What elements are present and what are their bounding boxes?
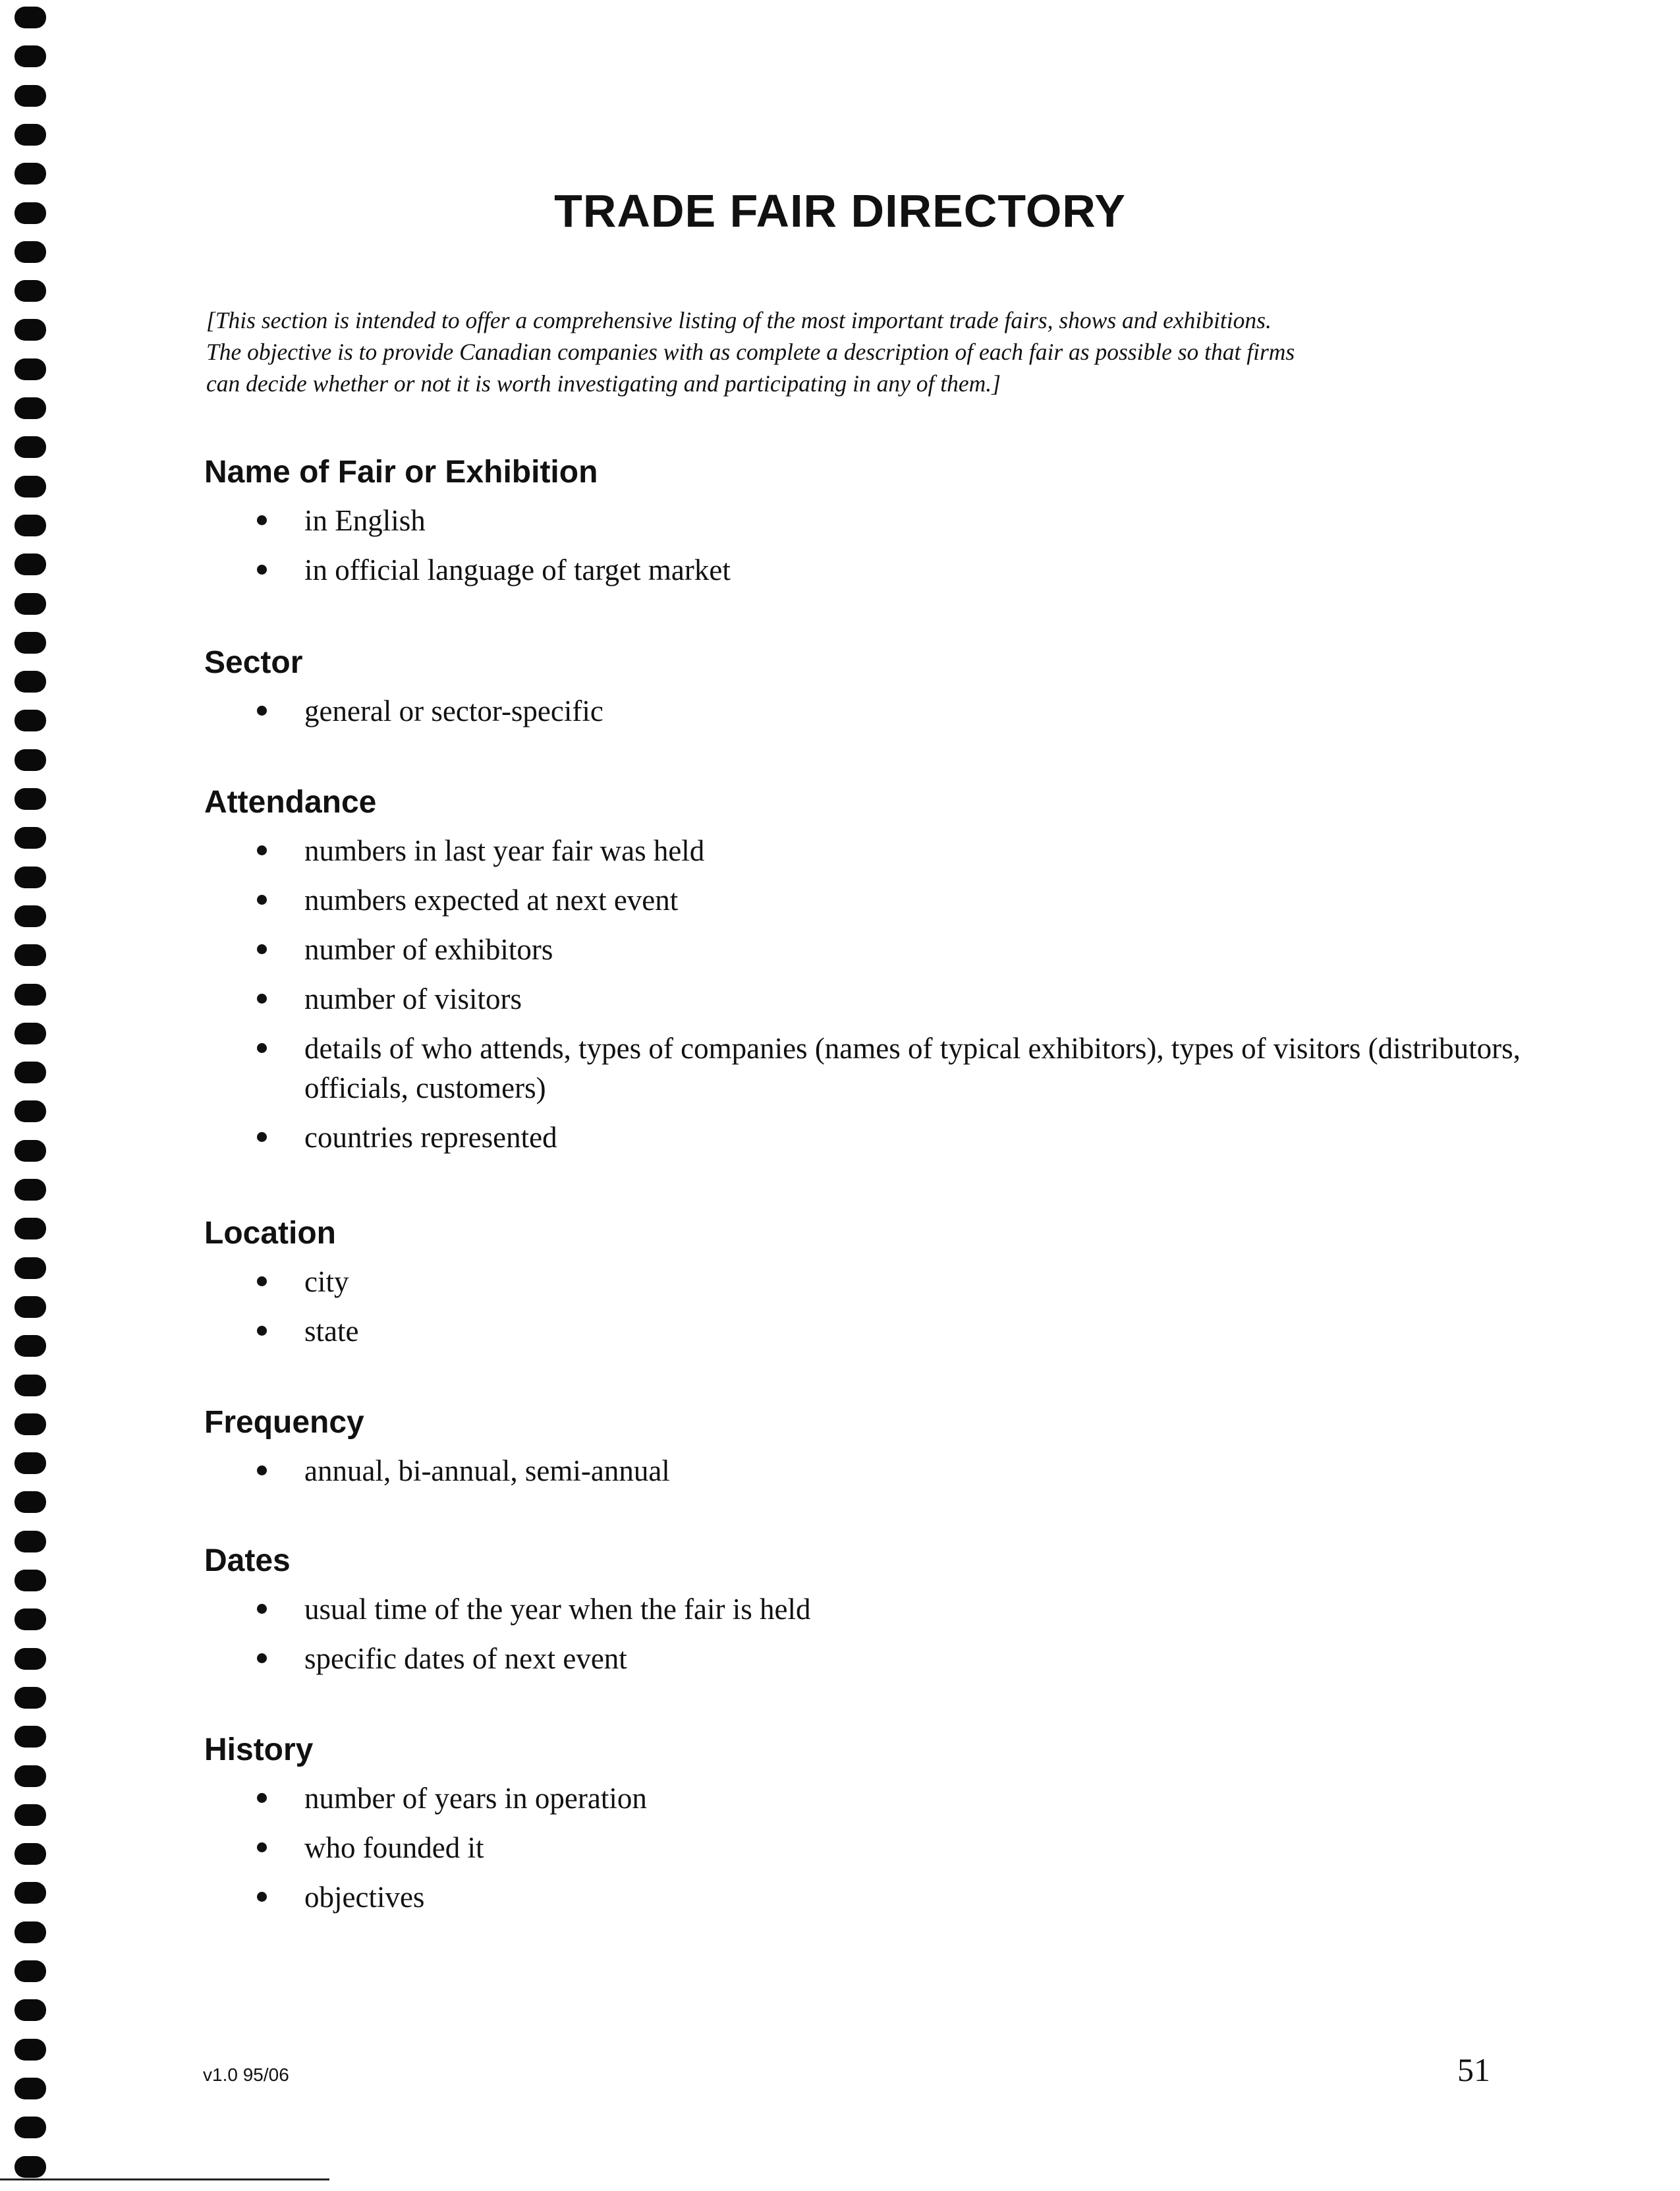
bullet-icon xyxy=(257,565,267,575)
bullet-icon xyxy=(257,994,267,1004)
list-item xyxy=(204,1311,358,1351)
bullet-icon xyxy=(257,1132,267,1142)
section-heading: Location xyxy=(204,1216,336,1251)
binding-holes xyxy=(14,0,47,2191)
section-heading: History xyxy=(204,1732,314,1767)
bullet-list xyxy=(204,501,731,590)
section-heading: Sector xyxy=(204,645,303,680)
binding-hole xyxy=(14,1726,46,1748)
bullet-icon xyxy=(257,706,267,716)
list-item xyxy=(204,1589,811,1629)
list-item xyxy=(204,1778,647,1818)
intro-line: [This section is intended to offer a comprehensive listing of the most important trade fairs, shows and exhibitions. xyxy=(206,307,1272,333)
list-item xyxy=(204,1828,647,1867)
binding-hole xyxy=(14,1413,46,1435)
bullet-list xyxy=(204,1262,358,1351)
binding-hole xyxy=(14,827,46,849)
bullet-icon xyxy=(257,1892,267,1902)
binding-hole xyxy=(14,1062,46,1083)
bullet-list xyxy=(204,831,1596,1157)
list-item-text: numbers expected at next event xyxy=(304,884,679,917)
binding-hole xyxy=(14,476,46,498)
binding-hole xyxy=(14,319,46,341)
page-title: TRADE FAIR DIRECTORY xyxy=(554,185,1126,237)
binding-hole xyxy=(14,1296,46,1318)
bullet-icon xyxy=(257,1043,267,1053)
intro-line: can decide whether or not it is worth investigating and participating in any of them.] xyxy=(206,370,1001,397)
binding-hole xyxy=(14,1375,46,1396)
binding-hole xyxy=(14,1452,46,1474)
binding-hole xyxy=(14,124,46,146)
binding-hole xyxy=(14,7,46,28)
bullet-icon xyxy=(257,515,267,525)
list-item xyxy=(204,1118,1596,1157)
binding-hole xyxy=(14,1570,46,1591)
binding-hole xyxy=(14,45,46,67)
binding-hole xyxy=(14,163,46,185)
binding-hole xyxy=(14,241,46,263)
intro-paragraph xyxy=(206,304,1517,399)
bullet-list xyxy=(204,1589,811,1678)
list-item-text: number of exhibitors xyxy=(304,933,553,966)
binding-hole xyxy=(14,515,46,536)
bullet-icon xyxy=(257,845,267,855)
list-item xyxy=(204,1262,358,1301)
binding-hole xyxy=(14,1100,46,1122)
list-item xyxy=(204,880,1596,920)
bullet-icon xyxy=(257,1842,267,1852)
list-item-text: objectives xyxy=(304,1881,425,1914)
binding-hole xyxy=(14,867,46,888)
binding-hole xyxy=(14,749,46,771)
binding-hole xyxy=(14,984,46,1006)
binding-hole xyxy=(14,710,46,731)
section-sector xyxy=(204,644,603,741)
binding-hole xyxy=(14,1882,46,1904)
binding-hole xyxy=(14,1687,46,1709)
binding-hole xyxy=(14,632,46,654)
list-item-text: number of visitors xyxy=(304,982,522,1015)
section-heading: Frequency xyxy=(204,1405,364,1440)
binding-hole xyxy=(14,1491,46,1513)
bullet-list xyxy=(204,691,603,731)
list-item-text: number of years in operation xyxy=(304,1782,647,1815)
list-item xyxy=(204,979,1596,1019)
list-item-text: usual time of the year when the fair is held xyxy=(304,1593,811,1626)
list-item-text: specific dates of next event xyxy=(304,1642,627,1675)
list-item-text: in English xyxy=(304,504,426,537)
binding-hole xyxy=(14,2039,46,2061)
binding-hole xyxy=(14,1999,46,2021)
intro-line: The objective is to provide Canadian companies with as complete a description of each fair as possible so that firms xyxy=(206,339,1295,365)
list-item xyxy=(204,1639,811,1678)
bullet-icon xyxy=(257,1604,267,1614)
section-heading: Attendance xyxy=(204,785,377,820)
version-label: v1.0 95/06 xyxy=(203,2064,289,2085)
binding-hole xyxy=(14,905,46,927)
binding-hole xyxy=(14,397,46,419)
binding-hole xyxy=(14,1843,46,1865)
binding-hole xyxy=(14,2156,46,2178)
bullet-icon xyxy=(257,1793,267,1803)
binding-hole xyxy=(14,1023,46,1044)
list-item-text: state xyxy=(304,1315,359,1348)
list-item-text: countries represented xyxy=(304,1121,557,1154)
section-heading: Dates xyxy=(204,1543,291,1578)
binding-hole xyxy=(14,2078,46,2099)
list-item xyxy=(204,501,731,540)
list-item xyxy=(204,1451,670,1491)
bullet-icon xyxy=(257,1326,267,1336)
section-heading: Name of Fair or Exhibition xyxy=(204,455,598,490)
list-item-text: numbers in last year fair was held xyxy=(304,834,705,867)
binding-hole xyxy=(14,1608,46,1630)
list-item-text: who founded it xyxy=(304,1831,484,1864)
section-history xyxy=(204,1731,647,1927)
section-dates xyxy=(204,1542,811,1688)
list-item xyxy=(204,550,731,590)
binding-hole xyxy=(14,554,46,575)
list-item xyxy=(204,831,1596,870)
list-item xyxy=(204,1877,647,1917)
bullet-icon xyxy=(257,1465,267,1475)
binding-hole xyxy=(14,280,46,302)
binding-hole xyxy=(14,2117,46,2138)
binding-hole xyxy=(14,1921,46,1943)
section-frequency xyxy=(204,1404,670,1500)
bullet-icon xyxy=(257,1653,267,1663)
binding-hole xyxy=(14,358,46,380)
bullet-icon xyxy=(257,895,267,905)
bullet-list xyxy=(204,1778,647,1917)
binding-hole xyxy=(14,1335,46,1357)
binding-hole xyxy=(14,671,46,693)
binding-hole xyxy=(14,1765,46,1787)
list-item-text: annual, bi-annual, semi-annual xyxy=(304,1454,670,1487)
binding-hole xyxy=(14,788,46,810)
section-location xyxy=(204,1214,358,1361)
binding-hole xyxy=(14,593,46,615)
list-item-text: city xyxy=(304,1265,349,1298)
bullet-icon xyxy=(257,1276,267,1286)
binding-hole xyxy=(14,1648,46,1670)
binding-hole xyxy=(14,1257,46,1279)
list-item-text: general or sector-specific xyxy=(304,695,603,727)
list-item xyxy=(204,930,1596,969)
bullet-list xyxy=(204,1451,670,1491)
binding-hole xyxy=(14,85,46,107)
list-item xyxy=(204,1029,1596,1108)
list-item-text: details of who attends, types of companies (names of typical exhibitors), types of visitors (distributors, officials, customers) xyxy=(304,1032,1521,1104)
section-attendance xyxy=(204,783,1596,1167)
page-number: 51 xyxy=(1457,2051,1490,2088)
binding-hole xyxy=(14,1804,46,1826)
scan-edge-line xyxy=(0,2178,329,2180)
binding-hole xyxy=(14,1179,46,1201)
binding-hole xyxy=(14,1960,46,1982)
binding-hole xyxy=(14,1531,46,1552)
binding-hole xyxy=(14,1218,46,1239)
binding-hole xyxy=(14,1140,46,1162)
bullet-icon xyxy=(257,944,267,954)
list-item-text: in official language of target market xyxy=(304,554,731,586)
section-name-of-fair xyxy=(204,453,731,600)
binding-hole xyxy=(14,436,46,458)
binding-hole xyxy=(14,944,46,966)
list-item xyxy=(204,691,603,731)
